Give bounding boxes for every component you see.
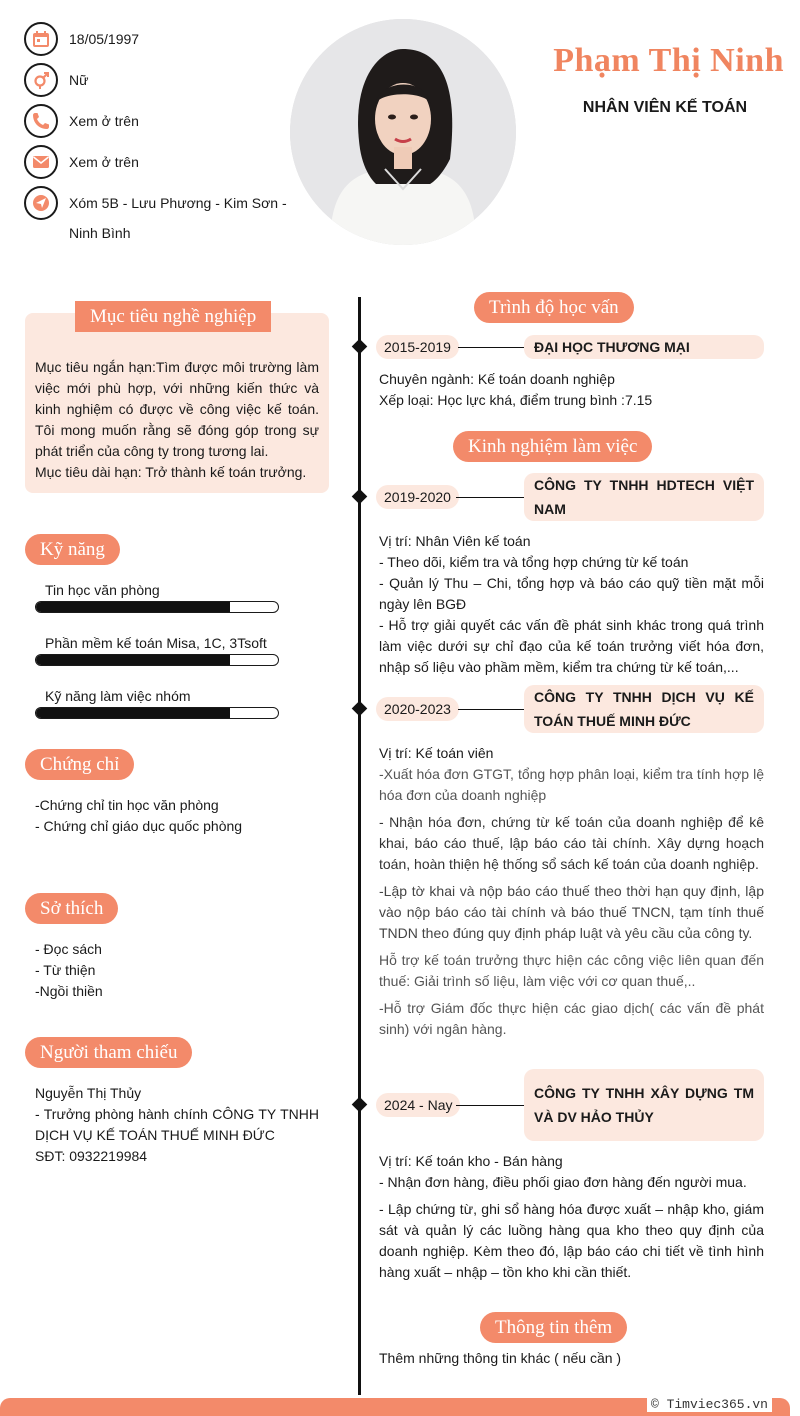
reference-phone: SĐT: 0932219984 <box>35 1148 148 1164</box>
education-details <box>379 369 764 411</box>
phone-text: Xem ở trên <box>69 113 139 129</box>
timeline-marker <box>352 339 368 355</box>
calendar-icon <box>24 22 58 56</box>
list-item: -Ngồi thiền <box>35 983 103 999</box>
address-line-1: Xóm 5B - Lưu Phương - Kim Sơn - <box>69 195 287 211</box>
skill-bar <box>35 654 279 666</box>
job-period: 2019-2020 <box>376 485 459 509</box>
extra-text: Thêm những thông tin khác ( nếu cần ) <box>379 1350 622 1366</box>
list-item: -Chứng chỉ tin học văn phòng <box>35 797 219 813</box>
hobbies-list <box>35 939 103 1002</box>
job-detail-line: - Nhận đơn hàng, điều phối giao đơn hàng đến người mua. <box>379 1174 747 1190</box>
timeline-connector <box>456 1105 524 1106</box>
education-period: 2015-2019 <box>376 335 459 359</box>
job-detail-line: - Quản lý Thu – Chi, tổng hợp và báo cáo quỹ tiền mặt mỗi ngày lên BGĐ <box>379 575 764 612</box>
job-company: CÔNG TY TNHH XÂY DỰNG TM VÀ DV HẢO THỦY <box>524 1069 764 1141</box>
objective-short-term: Mục tiêu ngắn hạn:Tìm được môi trường làm việc mới phù hợp, với những kiến thức và kinh nghiệm có được về công việc kế toán. Tôi mong muốn rằng sẽ đóng góp trong sự phát triển của công ty trong tương lai. <box>35 359 319 459</box>
reference-heading: Người tham chiếu <box>25 1037 192 1068</box>
reference-details <box>35 1083 319 1167</box>
skill-bar-fill <box>36 655 230 665</box>
timeline-marker <box>352 1097 368 1113</box>
job-details <box>379 531 764 678</box>
address-text <box>69 186 287 248</box>
phone-icon <box>24 104 58 138</box>
reference-name: Nguyễn Thị Thủy <box>35 1085 142 1101</box>
location-icon <box>24 186 58 220</box>
education-heading: Trình độ học vấn <box>474 292 634 323</box>
education-grade: Xếp loại: Học lực khá, điểm trung bình :7.15 <box>379 392 653 408</box>
job-detail-line: - Nhận hóa đơn, chứng từ kế toán của doanh nghiệp để kê khai, báo cáo thuế, lập báo cáo tài chính. Xây dựng hoạch toán, hoàn thiện hệ thống sổ sách kế toán của doanh nghiệp. <box>379 814 764 872</box>
list-item: - Từ thiện <box>35 962 96 978</box>
gender-icon <box>24 63 58 97</box>
footer-credit: © Timviec365.vn <box>647 1397 772 1412</box>
skill-bar-fill <box>36 708 230 718</box>
reference-role: - Trưởng phòng hành chính CÔNG TY TNHH DỊCH VỤ KẾ TOÁN THUẾ MINH ĐỨC <box>35 1106 319 1143</box>
objective-heading: Mục tiêu nghề nghiệp <box>75 301 271 332</box>
extra-heading: Thông tin thêm <box>480 1312 627 1343</box>
timeline-marker <box>352 489 368 505</box>
contact-address <box>24 186 287 248</box>
job-details <box>379 743 764 1040</box>
job-detail-line: Vị trí: Nhân Viên kế toán <box>379 533 531 549</box>
certificates-list <box>35 795 242 837</box>
email-icon <box>24 145 58 179</box>
hobbies-heading: Sở thích <box>25 893 118 924</box>
timeline-marker <box>352 701 368 717</box>
job-detail-line: - Lập chứng từ, ghi sổ hàng hóa được xuất – nhập kho, giám sát và quản lý các luồng hàng qua kho theo quy định của doanh nghiệp. Kèm theo đó, lập báo cáo chi tiết về tình hình hàng xuất – nhập – tồn kho khi cần thiết. <box>379 1201 764 1280</box>
skill-bar <box>35 601 279 613</box>
skill-bar-fill <box>36 602 230 612</box>
education-major: Chuyên ngành: Kế toán doanh nghiệp <box>379 371 615 387</box>
gender-text: Nữ <box>69 72 89 88</box>
job-detail-line: -Xuất hóa đơn GTGT, tổng hợp phân loại, kiểm tra tính hợp lệ hóa đơn của doanh nghiệp <box>379 766 764 803</box>
skill-label: Kỹ năng làm việc nhóm <box>45 688 191 704</box>
job-details <box>379 1151 764 1283</box>
skills-heading: Kỹ năng <box>25 534 120 565</box>
experience-heading: Kinh nghiệm làm việc <box>453 431 652 462</box>
job-detail-line: Hỗ trợ kế toán trưởng thực hiện các công việc liên quan đến thuế: Giải trình số liệu, làm việc với cơ quan thuế,.. <box>379 952 764 989</box>
job-company: CÔNG TY TNHH HDTECH VIỆT NAM <box>524 473 764 521</box>
job-detail-line: -Hỗ trợ Giám đốc thực hiện các giao dịch( các vấn đề phát sinh) với ngân hàng. <box>379 1000 764 1037</box>
objective-text <box>35 357 319 483</box>
candidate-name: Phạm Thị Ninh <box>553 42 784 79</box>
list-item: - Chứng chỉ giáo dục quốc phòng <box>35 818 243 834</box>
timeline-connector <box>458 347 524 348</box>
timeline-connector <box>458 709 524 710</box>
job-title: NHÂN VIÊN KẾ TOÁN <box>582 99 748 116</box>
objective-long-term: Mục tiêu dài hạn: Trở thành kế toán trưởng. <box>35 464 307 480</box>
job-detail-line: - Theo dõi, kiểm tra và tổng hợp chứng từ kế toán <box>379 554 689 570</box>
job-detail-line: Vị trí: Kế toán viên <box>379 745 494 761</box>
education-school: ĐẠI HỌC THƯƠNG MẠI <box>524 335 764 359</box>
certificates-heading: Chứng chỉ <box>25 749 134 780</box>
timeline-line <box>358 297 361 1395</box>
profile-photo <box>290 19 516 245</box>
contact-email <box>24 145 139 179</box>
job-detail-line: Vị trí: Kế toán kho - Bán hàng <box>379 1153 563 1169</box>
contact-gender <box>24 63 88 97</box>
job-company: CÔNG TY TNHH DỊCH VỤ KẾ TOÁN THUẾ MINH ĐỨC <box>524 685 764 733</box>
contact-phone <box>24 104 139 138</box>
job-detail-line: -Lập tờ khai và nộp báo cáo thuế theo thời hạn quy định, lập vào nộp báo cáo tài chính và báo thuế TNCN, tạm tính thuế TNDN theo đúng quy định pháp luật và yêu cầu của công ty. <box>379 883 764 941</box>
job-period: 2020-2023 <box>376 697 459 721</box>
address-line-2: Ninh Bình <box>69 225 131 241</box>
contact-birthday <box>24 22 139 56</box>
job-detail-line: - Hỗ trợ giải quyết các vấn đề phát sinh khác trong quá trình làm việc dưới sự chỉ đạo của kế toán trưởng viết hóa đơn, nhập số liệu vào phầm mềm, kiểm tra chứng từ kế toán,... <box>379 617 764 675</box>
birthday-text: 18/05/1997 <box>69 31 140 47</box>
timeline-connector <box>456 497 524 498</box>
list-item: - Đọc sách <box>35 941 102 957</box>
skill-label: Tin học văn phòng <box>45 582 160 598</box>
email-text: Xem ở trên <box>69 154 139 170</box>
job-period: 2024 - Nay <box>376 1093 460 1117</box>
skill-label: Phần mềm kế toán Misa, 1C, 3Tsoft <box>45 635 267 651</box>
skill-bar <box>35 707 279 719</box>
